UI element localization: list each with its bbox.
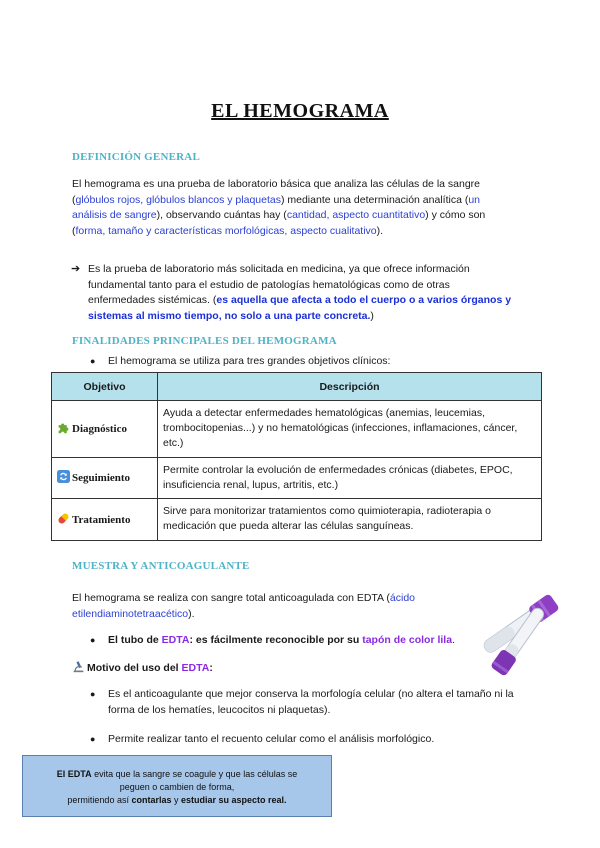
- motivo-heading: [72, 660, 372, 677]
- text: : es fácilmente reconocible por su: [189, 634, 363, 646]
- table-row: [52, 499, 542, 541]
- text-highlight: forma, tamaño y características morfológicas, aspecto cualitativo: [75, 224, 377, 237]
- arrow-icon: ➔: [71, 263, 81, 275]
- text-highlight: un análisis de sangre: [72, 193, 481, 221]
- text: Seguimiento: [72, 472, 131, 484]
- text: Es la prueba de laboratorio más solicitada en medicina, ya que ofrece información fundamental tanto para el estudio de patologías hematológicas como de otras enfermedades sistémicas. (: [88, 263, 470, 306]
- cell-descripcion: Ayuda a detectar enfermedades hematológicas (anemias, leucemias, trombocitopenias...) y no hematológicas (infecciones, inflamaciones, cáncer, etc.): [158, 401, 542, 458]
- text: El hemograma es una prueba de laboratorio básica que analiza las células de la sangre (: [72, 178, 481, 206]
- bullet-icon: ●: [90, 635, 96, 645]
- text: Diagnóstico: [72, 423, 127, 435]
- text: ): [370, 309, 374, 322]
- text: Motivo del uso del: [87, 662, 182, 674]
- text-bold: estudiar su aspecto real.: [181, 795, 287, 805]
- pill-icon: [57, 512, 70, 525]
- arrows-cycle-icon: [57, 470, 70, 483]
- text: permitiendo así: [67, 795, 132, 805]
- puzzle-icon: [57, 421, 70, 434]
- text-edta: EDTA: [161, 634, 190, 646]
- text-highlight: es aquella que afecta a todo el cuerpo o a varios órganos y sistemas al mismo tiempo, no solo a una parte concreta.: [88, 294, 512, 322]
- cell-descripcion: Permite controlar la evolución de enfermedades crónicas (diabetes, EPOC, insuficiencia renal, lupus, artritis, etc.): [158, 458, 542, 499]
- text-highlight: cantidad, aspecto cuantitativo: [286, 209, 426, 221]
- text: El hemograma se realiza con sangre total anticoagulada con EDTA (: [72, 592, 390, 604]
- table-header-row: [52, 373, 542, 401]
- table-row: [52, 458, 542, 499]
- page-title: EL HEMOGRAMA: [211, 100, 389, 122]
- text: .: [452, 634, 455, 646]
- tubo-bullet: [90, 633, 488, 649]
- text-highlight: glóbulos rojos, glóbulos blancos y plaquetas: [75, 193, 281, 206]
- cell-objetivo: [52, 499, 158, 541]
- text: Tratamiento: [72, 513, 131, 526]
- text-highlight: ácido etilendiaminotetraacético: [72, 592, 416, 620]
- bullet-icon: ●: [90, 356, 96, 366]
- text: ).: [376, 224, 384, 237]
- muestra-paragraph: [72, 591, 472, 622]
- arrow-item: [71, 262, 518, 324]
- section-muestra: MUESTRA Y ANTICOAGULANTE: [72, 560, 250, 572]
- callout-line: [23, 794, 331, 807]
- callout-line: [23, 768, 331, 781]
- microscope-icon: [72, 660, 85, 673]
- finalidades-bullet: [90, 354, 528, 370]
- bullet-icon: ●: [90, 689, 96, 699]
- cell-objetivo: [52, 401, 158, 458]
- section-definicion: DEFINICIÓN GENERAL: [72, 151, 200, 163]
- text: :: [209, 662, 213, 674]
- header-descripcion: Descripción: [158, 373, 542, 401]
- section-finalidades: FINALIDADES PRINCIPALES DEL HEMOGRAMA: [72, 335, 337, 347]
- text-bold: El EDTA: [56, 769, 92, 779]
- definicion-paragraph: [72, 177, 512, 239]
- text: El hemograma se utiliza para tres grandes objetivos clínicos:: [108, 355, 391, 367]
- text: Permite realizar tanto el recuento celular como el análisis morfológico.: [108, 733, 435, 745]
- text: Es el anticoagulante que mejor conserva la morfología celular (no altera el tamaño ni la forma de los hematíes, leucocitos ni plaquetas).: [108, 688, 514, 716]
- bullet-icon: ●: [90, 734, 96, 744]
- motivo-bullet-1: [90, 687, 538, 718]
- text: El tubo de: [108, 634, 162, 646]
- edta-callout: [22, 755, 332, 817]
- text: y: [171, 795, 182, 805]
- text-edta: EDTA: [181, 662, 210, 674]
- edta-tube-image: [472, 580, 572, 676]
- callout-line: peguen o cambien de forma,: [119, 782, 235, 792]
- header-objetivo: Objetivo: [52, 373, 158, 401]
- text-bold: contarlas: [131, 795, 172, 805]
- cell-descripcion: Sirve para monitorizar tratamientos como quimioterapia, radioterapia o medicación que pueda alterar las células sanguíneas.: [158, 499, 542, 541]
- motivo-bullet-2: [90, 732, 538, 748]
- text: ), observando cuántas hay (: [156, 209, 287, 221]
- text: ).: [188, 607, 195, 620]
- text-highlight: tapón de color lila: [362, 634, 453, 646]
- table-row: [52, 401, 542, 458]
- text: ) mediante una determinación analítica (: [280, 193, 469, 206]
- objetivos-table: [51, 372, 542, 541]
- cell-objetivo: [52, 458, 158, 499]
- text: evita que la sangre se coagule y que las células se: [91, 769, 298, 779]
- text: ) y cómo son (: [72, 209, 486, 237]
